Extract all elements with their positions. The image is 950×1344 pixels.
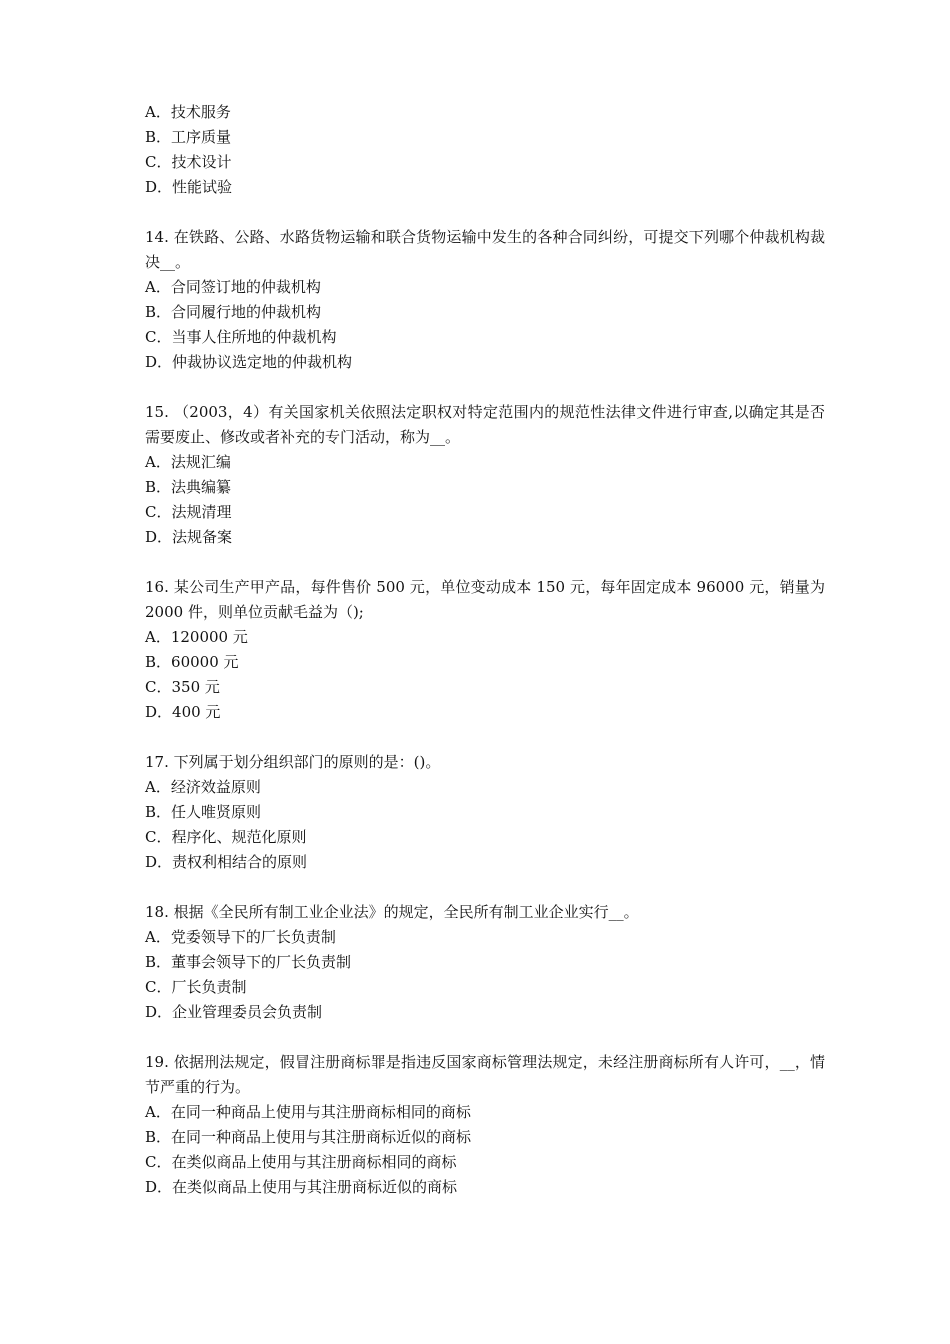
question-19 bbox=[145, 1050, 825, 1200]
document-page bbox=[145, 100, 825, 1200]
option-a: A．在同一种商品上使用与其注册商标相同的商标 bbox=[145, 1103, 471, 1121]
option-c: C．350 元 bbox=[145, 678, 220, 696]
option-a: A．党委领导下的厂长负责制 bbox=[145, 928, 336, 946]
question-stem: 16. 某公司生产甲产品，每件售价 500 元，单位变动成本 150 元，每年固定成本 96000 元，销量为 2000 件，则单位贡献毛益为（); bbox=[145, 578, 825, 621]
option-b: B．工序质量 bbox=[145, 128, 232, 146]
question-14 bbox=[145, 225, 825, 375]
question-stem: 19. 依据刑法规定，假冒注册商标罪是指违反国家商标管理法规定，未经注册商标所有人许可，__，情节严重的行为。 bbox=[145, 1053, 825, 1096]
option-a: A．合同签订地的仲裁机构 bbox=[145, 278, 321, 296]
option-c: C．厂长负责制 bbox=[145, 978, 247, 996]
option-c: C．技术设计 bbox=[145, 153, 232, 171]
option-d: D．性能试验 bbox=[145, 178, 233, 196]
option-a: A．120000 元 bbox=[145, 628, 248, 646]
question-stem: 14. 在铁路、公路、水路货物运输和联合货物运输中发生的各种合同纠纷，可提交下列哪个仲裁机构裁决__。 bbox=[145, 228, 825, 271]
option-d: D．在类似商品上使用与其注册商标近似的商标 bbox=[145, 1178, 458, 1196]
question-18 bbox=[145, 900, 825, 1025]
question-stem: 15. （2003，4）有关国家机关依照法定职权对特定范围内的规范性法律文件进行审查,以确定其是否需要废止、修改或者补充的专门活动，称为__。 bbox=[145, 403, 825, 446]
question-16 bbox=[145, 575, 825, 725]
question-stem: 17. 下列属于划分组织部门的原则的是：()。 bbox=[145, 753, 441, 771]
option-c: C．当事人住所地的仲裁机构 bbox=[145, 328, 337, 346]
question-13-tail bbox=[145, 100, 825, 200]
option-d: D．法规备案 bbox=[145, 528, 233, 546]
question-15 bbox=[145, 400, 825, 550]
option-b: B．法典编纂 bbox=[145, 478, 232, 496]
option-a: A．技术服务 bbox=[145, 103, 231, 121]
question-17 bbox=[145, 750, 825, 875]
option-b: B．合同履行地的仲裁机构 bbox=[145, 303, 322, 321]
option-d: D．仲裁协议选定地的仲裁机构 bbox=[145, 353, 353, 371]
option-d: D．400 元 bbox=[145, 703, 221, 721]
option-b: B．在同一种商品上使用与其注册商标近似的商标 bbox=[145, 1128, 472, 1146]
option-a: A．法规汇编 bbox=[145, 453, 231, 471]
option-a: A．经济效益原则 bbox=[145, 778, 261, 796]
option-c: C．法规清理 bbox=[145, 503, 232, 521]
option-c: C．程序化、规范化原则 bbox=[145, 828, 307, 846]
option-d: D．责权利相结合的原则 bbox=[145, 853, 308, 871]
option-b: B．60000 元 bbox=[145, 653, 239, 671]
option-c: C．在类似商品上使用与其注册商标相同的商标 bbox=[145, 1153, 457, 1171]
option-b: B．任人唯贤原则 bbox=[145, 803, 262, 821]
question-stem: 18. 根据《全民所有制工业企业法》的规定，全民所有制工业企业实行__。 bbox=[145, 903, 639, 921]
option-d: D．企业管理委员会负责制 bbox=[145, 1003, 323, 1021]
option-b: B．董事会领导下的厂长负责制 bbox=[145, 953, 352, 971]
